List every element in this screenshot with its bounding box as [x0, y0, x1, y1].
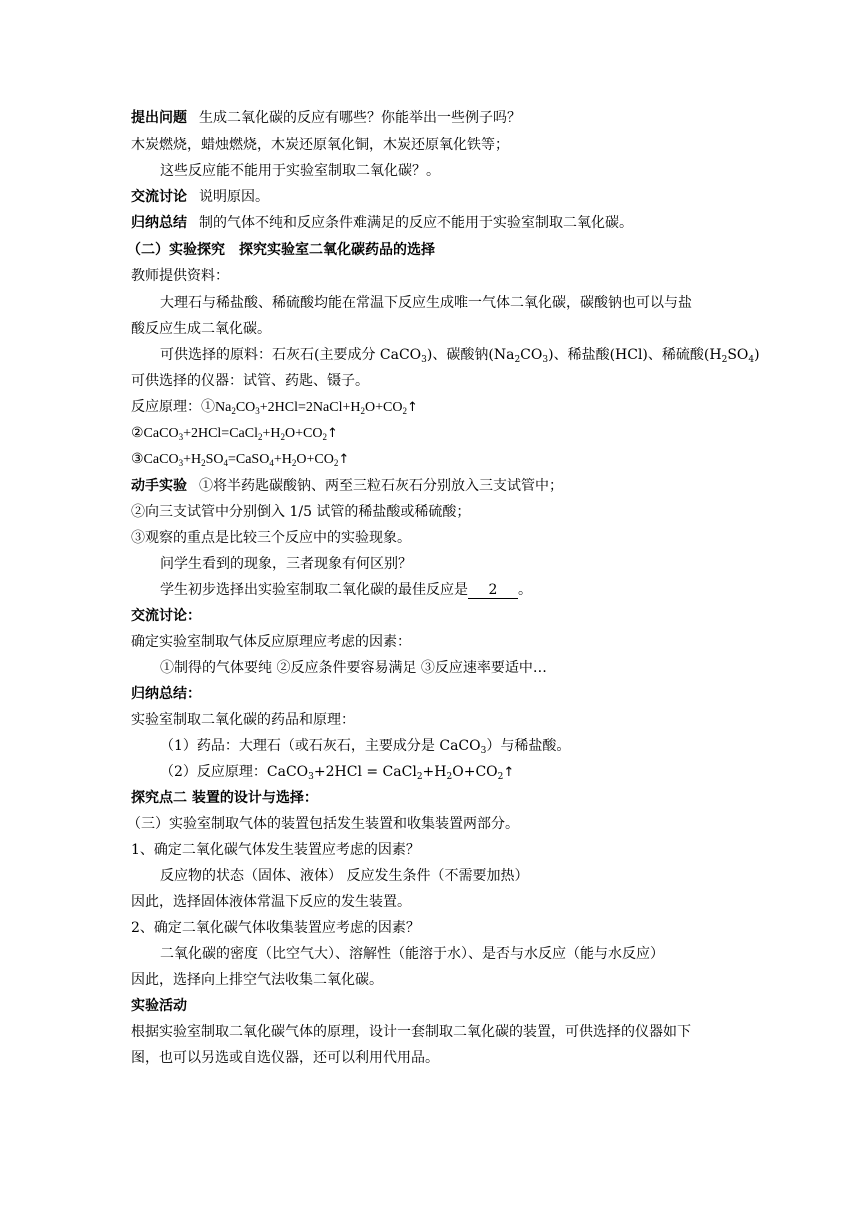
equation-1: 反应原理：$①Na_2CO_3+2HCl=2NaCl+H_2O+CO_2↑$ — [131, 400, 418, 416]
paragraph-examples: 木炭燃烧，蜡烛燃烧，木炭还原氧化铜，木炭还原氧化铁等； — [131, 137, 509, 153]
hands-on-step-1: ①将半药匙碳酸钠、两至三粒石灰石分别放入三支试管中； — [199, 478, 563, 494]
hands-on-step-2: ②向三支试管中分别倒入 1/5 试管的稀盐酸或稀硫酸； — [131, 504, 471, 520]
paragraph-raw-materials: 可供选择的原料：石灰石(主要成分 CaCO$_3$)、碳酸钠$(Na_2CO_3)$、稀盐酸(HCl)、稀硫酸$(H_2SO_4)$ — [160, 347, 760, 365]
paragraph-principle: （2）反应原理：CaCO$_3$+2HCl = $CaCl_2+H_2O+CO_2↑$ — [160, 764, 515, 782]
discussion-text: 说明原因。 — [199, 189, 269, 205]
paragraph-teacher-materials: 教师提供资料： — [131, 268, 229, 284]
hands-on-step-3: ③观察的重点是比较三个反应中的实验现象。 — [131, 530, 411, 546]
paragraph-hands-on — [131, 476, 563, 496]
section-heading-3: （三）实验室制取气体的装置包括发生装置和收集装置两部分。 — [127, 816, 519, 832]
equation-3: $③CaCO_3+H_2SO_4=CaSO_4+H_2O+CO_2↑$ — [131, 452, 350, 468]
paragraph-gen-factors: 1、确定二氧化碳气体发生装置应考虑的因素？ — [131, 842, 420, 858]
label-summary: 归纳总结 — [131, 215, 187, 231]
paragraph-collect-factors: 2、确定二氧化碳气体收集装置应考虑的因素？ — [131, 920, 420, 936]
answer-blank: 2 — [468, 582, 518, 599]
paragraph-question — [131, 108, 521, 128]
paragraph-material-1: 大理石与稀盐酸、稀硫酸均能在常温下反应生成唯一气体二氧化碳，碳酸钠也可以与盐 — [160, 295, 692, 311]
label-hands-on: 动手实验 — [131, 478, 187, 494]
paragraph-ask-students: 问学生看到的现象，三者现象有何区别？ — [160, 556, 412, 572]
gas-arrow-icon: ↑ — [326, 426, 338, 441]
label-discussion: 交流讨论 — [131, 189, 187, 205]
paragraph-drugs-principle: 实验室制取二氧化碳的药品和原理： — [131, 712, 355, 728]
paragraph-design-1: 根据实验室制取二氧化碳气体的原理，设计一套制取二氧化碳的装置，可供选择的仪器如下 — [131, 1024, 691, 1040]
paragraph-discussion — [131, 187, 269, 207]
heading-summary-2: 归纳总结： — [131, 686, 201, 702]
paragraph-design-2: 图，也可以另选或自选仪器，还可以利用代用品。 — [131, 1050, 439, 1066]
paragraph-can-use: 这些反应能不能用于实验室制取二氧化碳？。 — [160, 163, 440, 179]
paragraph-factor-list: ①制得的气体要纯 ②反应条件要容易满足 ③反应速率要适中… — [160, 660, 547, 676]
paragraph-gen-choice: 因此，选择固体液体常温下反应的发生装置。 — [131, 894, 411, 910]
paragraph-collect-choice: 因此，选择向上排空气法收集二氧化碳。 — [131, 972, 383, 988]
equation-2: $②CaCO_3+2HCl=CaCl_2+H_2O+CO_2↑$ — [131, 426, 338, 442]
gas-arrow-icon: ↑ — [406, 400, 418, 415]
paragraph-co2-properties: 二氧化碳的密度（比空气大）、溶解性（能溶于水）、是否与水反应（能与水反应） — [160, 946, 664, 962]
paragraph-reactant-state: 反应物的状态（固体、液体） 反应发生条件（不需要加热） — [160, 868, 529, 884]
paragraph-factors: 确定实验室制取气体反应原理应考虑的因素： — [131, 634, 411, 650]
label-question: 提出问题 — [131, 110, 187, 126]
section-heading-2: （二）实验探究 探究实验室二氧化碳药品的选择 — [127, 242, 435, 258]
summary-text: 制的气体不纯和反应条件难满足的反应不能用于实验室制取二氧化碳。 — [199, 215, 633, 231]
heading-discussion-2: 交流讨论： — [131, 608, 201, 624]
paragraph-material-2: 酸反应生成二氧化碳。 — [131, 321, 271, 337]
paragraph-summary — [131, 213, 633, 233]
paragraph-best-reaction: 学生初步选择出实验室制取二氧化碳的最佳反应是 2 。 — [160, 582, 532, 598]
gas-arrow-icon: ↑ — [338, 452, 350, 467]
question-text: 生成二氧化碳的反应有哪些？你能举出一些例子吗？ — [199, 110, 521, 126]
paragraph-instruments: 可供选择的仪器：试管、药匙、镊子。 — [131, 373, 369, 389]
gas-arrow-icon: ↑ — [503, 765, 515, 780]
heading-experiment-activity: 实验活动 — [131, 998, 187, 1014]
heading-explore-point-2: 探究点二 装置的设计与选择： — [131, 790, 318, 806]
paragraph-drugs: （1）药品：大理石（或石灰石，主要成分是 CaCO$_3$）与稀盐酸。 — [160, 738, 571, 756]
